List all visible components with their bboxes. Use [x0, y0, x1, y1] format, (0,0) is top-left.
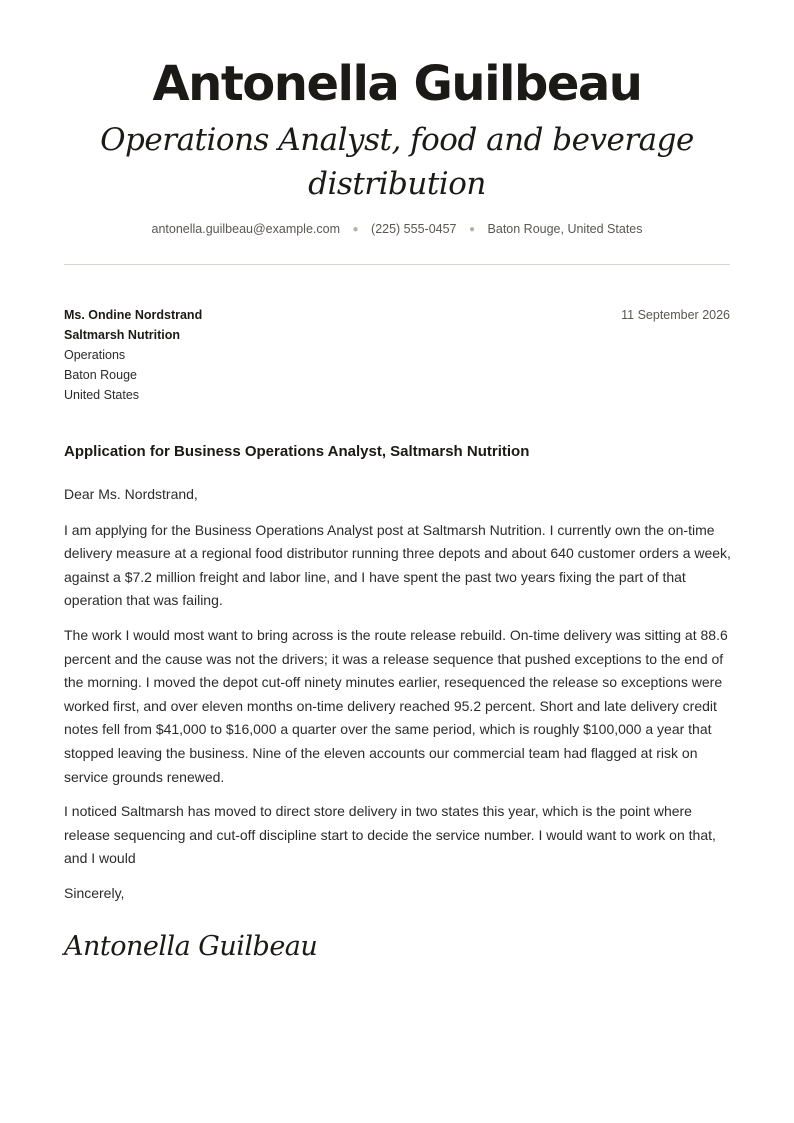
letter-greeting: Dear Ms. Nordstrand, — [64, 486, 198, 502]
letter-body — [64, 483, 734, 867]
contact-location: Baton Rouge, United States — [487, 222, 643, 236]
letter-closing: Sincerely, — [64, 885, 125, 901]
recipient-city: Baton Rouge — [64, 368, 137, 382]
signature: Antonella Guilbeau — [64, 931, 318, 962]
body-paragraph: I am applying for the Business Operations Analyst post at Saltmarsh Nutrition. I currently own the on-time delivery measure at a regional food distributor running three depots and about 640 customer orders a week, against a $7.2 million freight and labor line, and I have spent the past two years fixing the part of that operation that was failing. — [64, 521, 731, 609]
separator-dot-icon: ● — [352, 224, 359, 235]
letter-date: 11 September 2026 — [621, 308, 730, 322]
contact-line — [0, 222, 794, 236]
contact-email[interactable]: antonella.guilbeau@example.com — [151, 222, 341, 236]
letter-subject: Application for Business Operations Analyst, Saltmarsh Nutrition — [64, 443, 530, 460]
header-divider — [64, 264, 730, 265]
recipient-company: Saltmarsh Nutrition — [64, 328, 180, 342]
body-paragraph: I noticed Saltmarsh has moved to direct store delivery in two states this year, which is the point where release sequencing and cut-off discipline start to decide the service number. I would want to work on that, and I would — [64, 803, 716, 867]
recipient-department: Operations — [64, 348, 126, 362]
contact-phone[interactable]: (225) 555-0457 — [371, 222, 457, 236]
body-paragraph: The work I would most want to bring across is the route release rebuild. On-time delivery was sitting at 88.6 percent and the cause was not the drivers; it was a release sequence that pushed exceptions to the end of the morning. I moved the depot cut-off ninety minutes earlier, resequenced the release so exceptions were worked first, and over eleven months on-time delivery reached 95.2 percent. Short and late delivery credit notes fell from $41,000 to $16,000 a quarter over the same period, which is roughly $100,000 a year that stopped leaving the business. Nine of the eleven accounts our commercial team had flagged at risk on service grounds renewed. — [64, 626, 728, 785]
recipient-name: Ms. Ondine Nordstrand — [64, 308, 203, 322]
applicant-title: Operations Analyst, food and beverage distribution — [100, 122, 694, 202]
recipient-block — [64, 305, 464, 405]
recipient-country: United States — [64, 388, 140, 402]
separator-dot-icon: ● — [469, 224, 476, 235]
applicant-name: Antonella Guilbeau — [152, 56, 642, 112]
